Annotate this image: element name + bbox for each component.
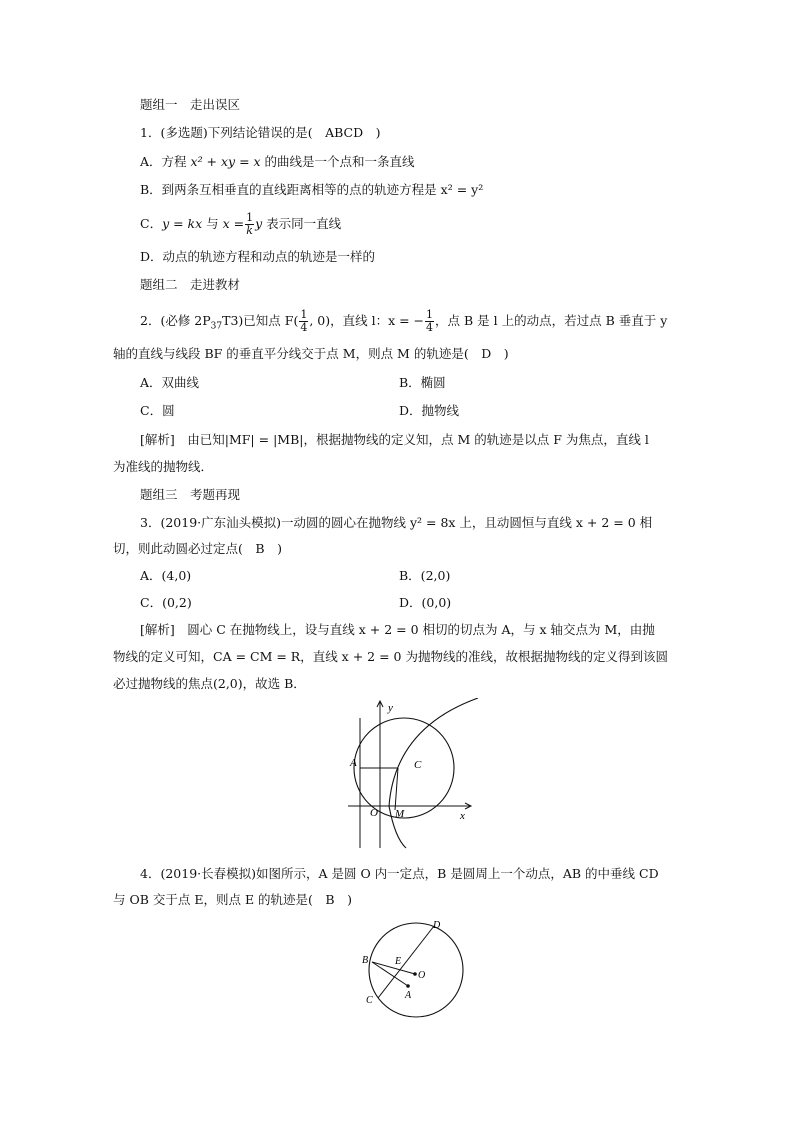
figure-parabola-circle — [340, 698, 480, 850]
segment-bo — [372, 962, 415, 974]
q1-option-a — [140, 154, 415, 170]
q3-solution-line3: 必过抛物线的焦点(2,0)，故选 B． — [113, 676, 306, 691]
q2-option-d: D．抛物线 — [399, 403, 460, 418]
q2-line1-suffix: ，点 B 是 l 上的动点，若过点 B 垂直于 y — [435, 313, 668, 328]
group3-title: 题组三 考题再现 — [140, 487, 241, 502]
fraction-numerator: 1 — [300, 308, 308, 321]
q1-stem: 1．(多选题)下列结论错误的是( ABCD ) — [140, 125, 381, 140]
line-cd — [378, 926, 434, 998]
q2-l-fraction — [425, 309, 434, 334]
q2-option-c: C．圆 — [140, 403, 175, 418]
q1-option-a-equation: x² + xy = x — [190, 154, 261, 169]
q3-option-a: A．(4,0) — [140, 568, 192, 583]
label-d: D — [433, 920, 441, 931]
q1-option-a-prefix: A．方程 — [140, 154, 191, 169]
parabola-curve — [389, 698, 478, 848]
q1-option-c-mid: 与 — [202, 216, 223, 231]
label-o: O — [418, 970, 426, 981]
figure-circle-chord — [352, 916, 472, 1028]
q1-option-c-eq2-pre: x = — [222, 216, 245, 231]
group2-title: 题组二 走进教材 — [140, 277, 241, 292]
q2-f-fraction — [299, 309, 308, 334]
label-e: E — [395, 956, 402, 967]
q2-source-page: 37 — [210, 321, 223, 332]
q1-option-c-suffix: 表示同一直线 — [262, 216, 342, 231]
point-o — [413, 972, 417, 976]
label-a: A — [350, 757, 357, 769]
point-a — [406, 984, 410, 988]
label-m: M — [395, 808, 405, 820]
q2-point-f-prefix: T3)已知点 F( — [222, 313, 299, 328]
q4-line2: 与 OB 交于点 E，则点 E 的轨迹是( B ) — [113, 892, 352, 907]
label-y: y — [388, 702, 393, 714]
fraction-numerator: 1 — [246, 211, 254, 224]
q2-source-prefix: 2．(必修 2P — [140, 313, 211, 328]
q1-option-c-prefix: C． — [140, 216, 163, 231]
q1-option-c-eq1: y = kx — [162, 216, 203, 231]
label-o: O — [370, 807, 378, 819]
q1-option-a-suffix: 的曲线是一个点和一条直线 — [260, 154, 415, 169]
q2-solution-line1: [解析] 由已知|MF| = |MB|，根据抛物线的定义知，点 M 的轨迹是以点 F 为焦点，直线 l — [140, 432, 649, 447]
q3-option-c: C．(0,2) — [140, 595, 192, 610]
label-x: x — [460, 810, 465, 822]
q3-option-b: B．(2,0) — [399, 568, 451, 583]
q3-line2: 切，则此动圆必过定点( B ) — [113, 541, 282, 556]
q1-option-b: B．到两条互相垂直的直线距离相等的点的轨迹方程是 x² = y² — [140, 182, 484, 197]
label-c: C — [366, 995, 373, 1006]
label-a: A — [405, 990, 412, 1001]
q3-solution-line1: [解析] 圆心 C 在抛物线上，设与直线 x + 2 = 0 相切的切点为 A，与 x 轴交点为 M，由抛 — [140, 622, 655, 637]
q4-line1: 4．(2019·长春模拟)如图所示，A 是圆 O 内一定点，B 是圆周上一个动点，AB 的中垂线 CD — [140, 866, 659, 881]
group1-title: 题组一 走出误区 — [140, 97, 241, 112]
q2-line1 — [140, 307, 667, 341]
fraction-numerator: 1 — [426, 308, 434, 321]
q1-option-d: D．动点的轨迹方程和动点的轨迹是一样的 — [140, 249, 376, 264]
label-b: B — [362, 955, 369, 966]
q3-line1: 3．(2019·广东汕头模拟)一动圆的圆心在抛物线 y² = 8x 上，且动圆恒与直线 x + 2 = 0 相 — [140, 515, 653, 530]
q2-option-a: A．双曲线 — [140, 375, 200, 390]
label-c: C — [414, 759, 422, 771]
q1-option-c-eq2-post: y — [255, 216, 263, 231]
q2-line-l: , 0)，直线 l：x = − — [309, 313, 425, 328]
q2-line2: 轴的直线与线段 BF 的垂直平分线交于点 M，则点 M 的轨迹是( D ) — [113, 346, 509, 361]
q2-option-b: B．椭圆 — [399, 375, 446, 390]
q1-option-c-fraction — [245, 212, 254, 237]
fraction-denominator: k — [246, 224, 253, 237]
q3-solution-line2: 物线的定义可知，CA = CM = R，直线 x + 2 = 0 为抛物线的准线，故根据抛物线的定义得到该圆 — [113, 649, 668, 664]
q2-solution-line2: 为准线的抛物线． — [113, 459, 214, 474]
q1-option-c — [140, 210, 341, 238]
fraction-denominator: 4 — [300, 321, 308, 334]
fraction-denominator: 4 — [426, 321, 434, 334]
q3-option-d: D．(0,0) — [399, 595, 452, 610]
